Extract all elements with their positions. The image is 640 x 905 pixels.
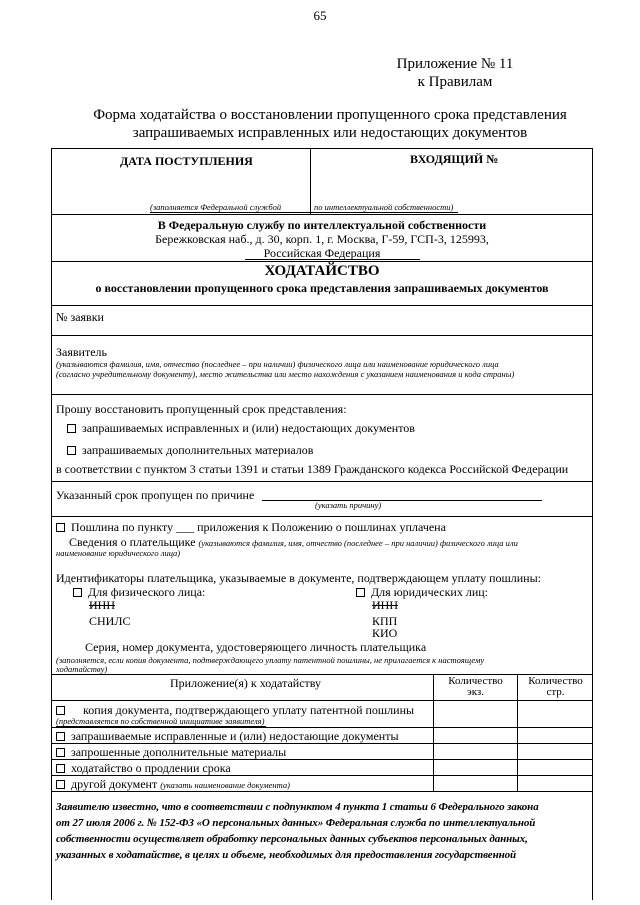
fee-line-text: Пошлина по пункту ___ приложения к Положению о пошлинах уплачена	[71, 520, 446, 534]
legal-label: Для юридических лиц:	[371, 585, 489, 599]
ids-intro: Идентификаторы плательщика, указываемые в документе, подтверждающем уплату пошлины:	[56, 571, 541, 585]
applicant-label: Заявитель	[56, 345, 107, 359]
notice-line4: указанных в ходатайстве, в целях и объеме, необходимых для предоставления государственной	[56, 849, 517, 861]
appendix-line1: Приложение № 11	[396, 56, 514, 72]
individual-label: Для физического лица:	[88, 585, 206, 599]
inn-legal: ИНН	[372, 598, 398, 612]
doc-note2: ходатайству)	[56, 664, 108, 674]
checkbox[interactable]	[56, 748, 65, 757]
col2-line2: экз.	[466, 686, 484, 698]
divider	[51, 791, 593, 792]
form-title-line1: Форма ходатайства о восстановлении пропущенного срока представления	[93, 107, 567, 123]
notice-line3: собственности осуществляет обработку персональных данных субъектов персональных данных,	[56, 833, 528, 845]
table-row-divider	[51, 775, 593, 776]
table-row-divider	[51, 743, 593, 744]
appendix-line2: к Правилам	[417, 74, 493, 90]
checkbox[interactable]	[67, 446, 76, 455]
request-option1[interactable]	[67, 421, 415, 436]
reason-note: (указать причину)	[315, 500, 382, 510]
divider	[51, 674, 593, 675]
checkbox[interactable]	[56, 523, 65, 532]
reason-label: Указанный срок пропущен по причине	[56, 488, 255, 502]
checkbox[interactable]	[56, 764, 65, 773]
checkbox[interactable]	[73, 588, 82, 597]
col3-line1: Количество	[528, 675, 583, 687]
header-note-left: (заполняется Федеральной службой	[150, 202, 282, 212]
doc-line: Серия, номер документа, удостоверяющего личность плательщика	[85, 640, 427, 654]
petition-subtitle: о восстановлении пропущенного срока представления запрашиваемых документов	[95, 281, 549, 295]
application-number-label: № заявки	[56, 310, 104, 324]
attachments-header-col3	[518, 676, 593, 698]
date-received-label: ДАТА ПОСТУПЛЕНИЯ	[120, 154, 253, 168]
col2-line1: Количество	[448, 675, 503, 687]
attachment-row-1-text: копия документа, подтверждающего уплату патентной пошлины	[83, 703, 415, 717]
addressee-line3: Российская Федерация	[263, 246, 381, 260]
header-divider	[310, 148, 311, 214]
divider	[51, 335, 593, 336]
petition-title: ХОДАТАЙСТВО	[264, 263, 380, 279]
kio-label: КИО	[372, 626, 398, 640]
attachment-row-2-text: запрашиваемые исправленные и (или) недостающие документы	[71, 729, 399, 743]
header-note-underline	[150, 212, 458, 213]
applicant-note2: (согласно учредительному документу), место жительства или место нахождения с указанием наименования и кода страны)	[56, 369, 515, 379]
request-basis: в соответствии с пунктом 3 статьи 1391 и статьи 1389 Гражданского кодекса Российской Федерации	[56, 462, 569, 476]
request-option2-label: запрашиваемых дополнительных материалов	[82, 443, 314, 457]
personal-data-notice	[56, 799, 591, 863]
payer-note: (указываются фамилия, имя, отчество (последнее – при наличии) физического лица или	[198, 538, 518, 548]
checkbox[interactable]	[56, 732, 65, 741]
checkbox[interactable]	[56, 706, 65, 715]
payer-label: Сведения о плательщике	[69, 535, 196, 549]
col3-line2: стр.	[546, 686, 565, 698]
notice-line2: от 27 июля 2006 г. № 152-ФЗ «О персональных данных» Федеральная служба по интеллектуальной	[56, 817, 536, 829]
table-row-divider	[51, 727, 593, 728]
attachments-header-col2	[434, 676, 517, 698]
attachment-row-4-text: ходатайство о продлении срока	[71, 761, 231, 775]
addressee-underline	[245, 259, 420, 260]
addressee-line2: Бережковская наб., д. 30, корп. 1, г. Москва, Г-59, ГСП-3, 125993,	[155, 232, 489, 246]
payer-note2: наименование юридического лица)	[56, 548, 181, 558]
kpp-label: КПП	[372, 614, 398, 628]
divider	[51, 394, 593, 395]
divider	[51, 214, 593, 215]
divider	[51, 305, 593, 306]
attachment-row-5-note: (указать наименование документа)	[160, 780, 290, 790]
divider	[51, 516, 593, 517]
snils-label: СНИЛС	[89, 614, 131, 628]
attachment-row-3[interactable]	[56, 745, 286, 760]
attachment-row-3-text: запрошенные дополнительные материалы	[71, 745, 287, 759]
addressee	[51, 218, 593, 260]
divider	[51, 481, 593, 482]
reason-input-line[interactable]	[262, 500, 542, 501]
request-intro: Прошу восстановить пропущенный срок представления:	[56, 402, 347, 416]
attachments-header-col1: Приложение(я) к ходатайству	[170, 676, 322, 690]
incoming-number-label: ВХОДЯЩИЙ №	[410, 152, 499, 166]
page-number: 65	[313, 8, 327, 23]
fee-line[interactable]	[56, 520, 446, 535]
attachment-row-5[interactable]	[56, 777, 290, 792]
table-row-divider	[51, 700, 593, 701]
table-row-divider	[51, 759, 593, 760]
form-title	[60, 106, 600, 142]
form-title-line2: запрашиваемых исправленных или недостающих документов	[132, 125, 528, 141]
request-option2[interactable]	[67, 443, 313, 458]
attachment-row-2[interactable]	[56, 729, 399, 744]
inn-individual: ИНН	[89, 598, 115, 612]
checkbox[interactable]	[356, 588, 365, 597]
attachment-row-5-text: другой документ	[71, 777, 158, 791]
attachment-row-1-note: (представляется по собственной инициативе заявителя)	[56, 716, 265, 726]
checkbox[interactable]	[56, 780, 65, 789]
notice-line1: Заявителю известно, что в соответствии с подпунктом 4 пункта 1 статьи 6 Федерального закона	[56, 801, 539, 813]
request-option1-label: запрашиваемых исправленных и (или) недостающих документов	[82, 421, 415, 435]
doc-note: (заполняется, если копия документа, подтверждающего уплату патентной пошлины, не прилагается к настоящему	[56, 655, 485, 665]
divider	[51, 261, 593, 262]
applicant-note1: (указываются фамилия, имя, отчество (последнее – при наличии) физического лица или наименование юридического лица	[56, 359, 499, 369]
attachment-row-4[interactable]	[56, 761, 231, 776]
header-note-right: по интеллектуальной собственности)	[314, 202, 454, 212]
addressee-line1: В Федеральную службу по интеллектуальной собственности	[157, 218, 487, 232]
checkbox[interactable]	[67, 424, 76, 433]
appendix-label	[380, 55, 530, 91]
